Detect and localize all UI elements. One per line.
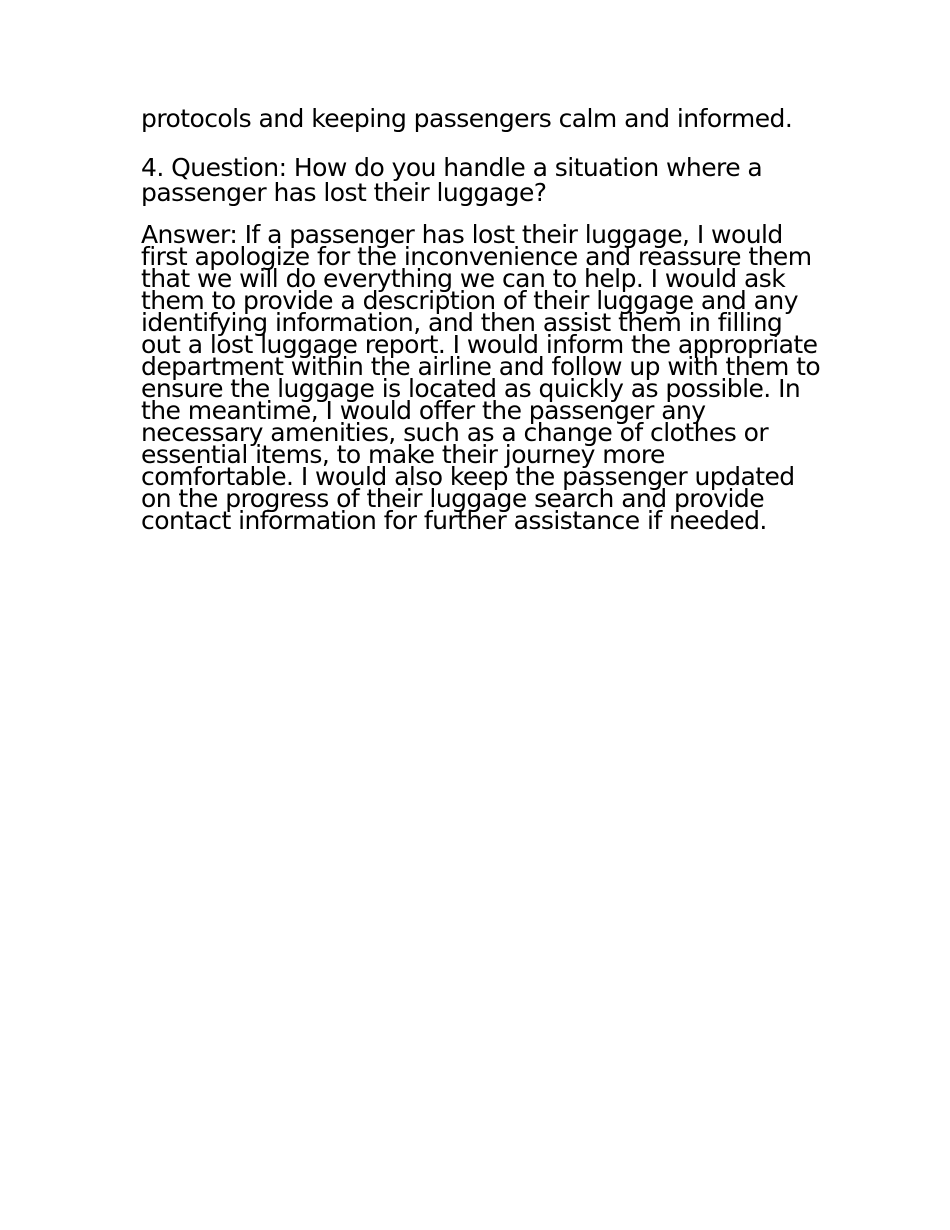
- paragraph-continuation: protocols and keeping passengers calm and informed.: [141, 104, 793, 133]
- document-body: [141, 105, 821, 554]
- question-paragraph: 4. Question: How do you handle a situation where a passenger has lost their luggage?: [141, 153, 763, 207]
- answer-paragraph: Answer: If a passenger has lost their luggage, I would first apologize for the inconvenience and reassure them that we will do everything we can to help. I would ask them to provide a description of their luggage and any identifying information, and then assist them in filling out a lost luggage report. I would inform the appropriate department within the airline and follow up with them to ensure the luggage is located as quickly as possible. In the meantime, I would offer the passenger any necessary amenities, such as a change of clothes or essential items, to make their journey more comfortable. I would also keep the passenger updated on the progress of their luggage search and provide contact information for further assistance if needed.: [141, 220, 821, 535]
